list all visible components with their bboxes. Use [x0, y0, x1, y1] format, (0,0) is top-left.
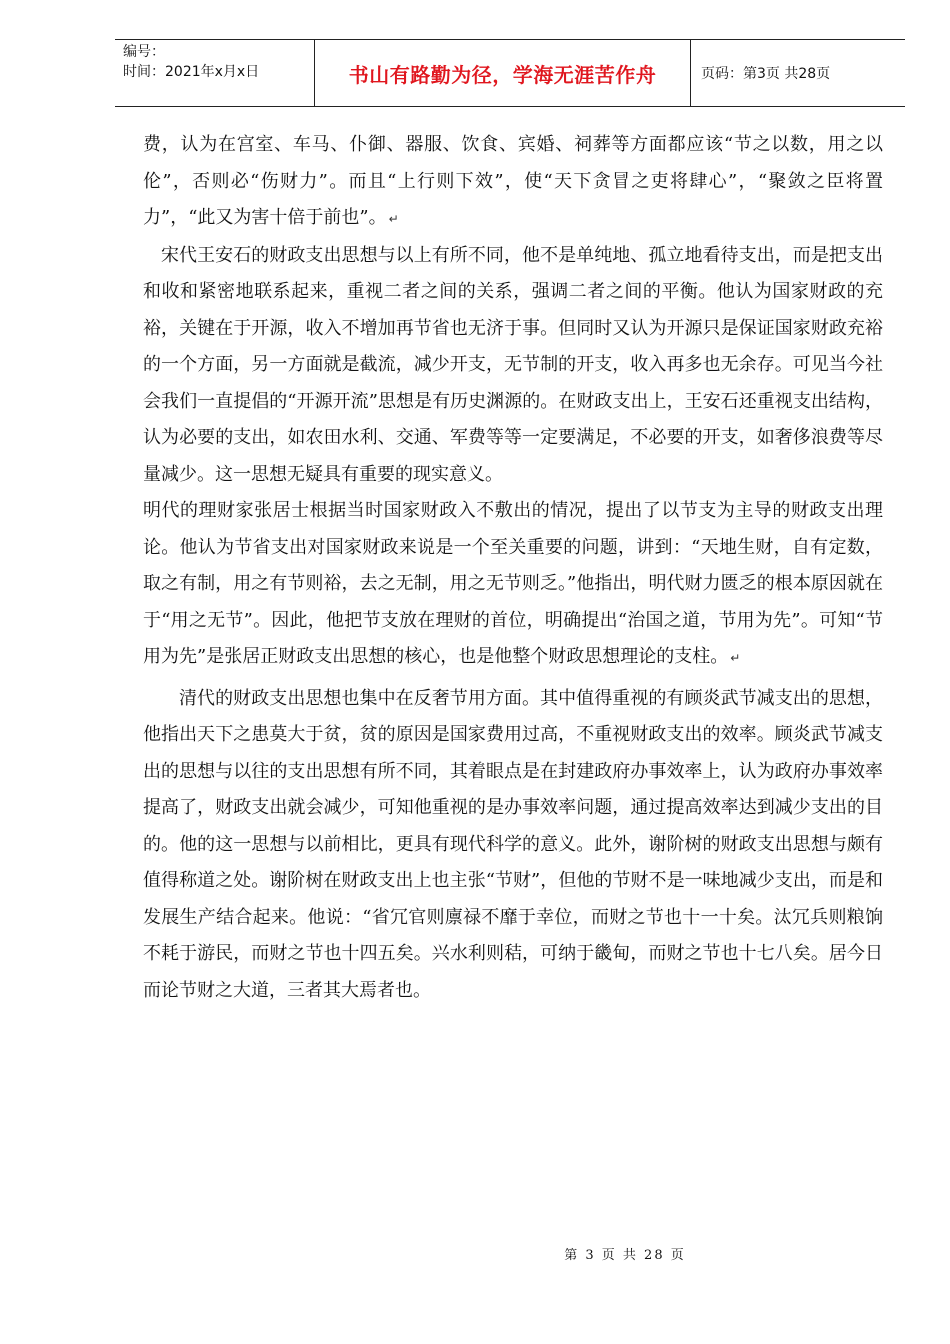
paragraph-ming-dynasty: [143, 493, 883, 677]
document-number-label: 编号：: [123, 44, 165, 60]
header-page-cell: [691, 40, 905, 106]
paragraph-mark-icon: ↵: [730, 651, 741, 665]
paragraph-text: 宋代王安石的财政支出思想与以上有所不同，他不是单纯地、孤立地看待支出，而是把支出和收和紧密地联系起来，重视二者之间的关系，强调二者之间的平衡。他认为国家财政的充裕，关键在于开源，收入不增加再节省也无济于事。但同时又认为开源只是保证国家财政充裕的一个方面，另一方面就是截流，减少开支，无节制的开支，收入再多也无余存。可见当今社会我们一直提倡的“开源开流”思想是有历史渊源的。在财政支出上，王安石还重视支出结构，认为必要的支出，如农田水利、交通、军费等等一定要满足，不必要的开支，如奢侈浪费等尽量减少。这一思想无疑具有重要的现实意义。: [143, 244, 883, 485]
paragraph-text: 清代的财政支出思想也集中在反奢节用方面。其中值得重视的有顾炎武节减支出的思想，他指出天下之患莫大于贫，贫的原因是国家费用过高，不重视财政支出的效率。顾炎武节减支出的思想与以往的支出思想有所不同，其着眼点是在封建政府办事效率上，认为政府办事效率提高了，财政支出就会减少，可知他重视的是办事效率问题，通过提高效率达到减少支出的目的。他的这一思想与以前相比，更具有现代科学的意义。此外，谢阶树的财政支出思想与颇有值得称道之处。谢阶树在财政支出上也主张“节财”，但他的节财不是一味地减少支出，而是和发展生产结合起来。他说：“省冗官则廪禄不靡于幸位，而财之节也十一十矣。汰冗兵则粮饷不耗于游民，而财之节也十四五矣。兴水利则秸，可纳于畿甸，而财之节也十七八矣。居今日而论节财之大道，三者其大焉者也。: [143, 687, 883, 1001]
document-body: [143, 127, 883, 1009]
paragraph-wang-anshi: [143, 238, 883, 494]
header-motto-cell: [315, 40, 691, 106]
paragraph-text: 明代的理财家张居士根据当时国家财政入不敷出的情况，提出了以节支为主导的财政支出理论。他认为节省支出对国家财政来说是一个至关重要的问题，讲到：“天地生财，自有定数，取之有制，用之有节则裕，去之无制，用之无节则乏。”他指出，明代财力匮乏的根本原因就在于“用之无节”。因此，他把节支放在理财的首位，明确提出“治国之道，节用为先”。可知“节用为先”是张居正财政支出思想的核心，也是他整个财政思想理论的支柱。: [143, 500, 883, 667]
page-header: [115, 39, 905, 107]
page-footer: [0, 1244, 950, 1263]
footer-page-number: 第 3 页 共 28 页: [564, 1248, 686, 1263]
header-meta: [115, 40, 315, 106]
header-page-info: 页码：第3页 共28页: [701, 66, 831, 82]
document-time-label: 时间：2021年x月x日: [123, 64, 260, 80]
paragraph-expenses-song: [143, 127, 883, 238]
paragraph-qing-dynasty: [143, 681, 883, 1010]
paragraph-text: 费，认为在宫室、车马、仆御、器服、饮食、宾婚、祠葬等方面都应该“节之以数，用之以伦”，否则必“伤财力”。而且“上行则下效”，使“天下贪冒之吏将肆心”，“聚敛之臣将置力”，“此又为害十倍于前也”。: [143, 134, 883, 228]
header-motto: 书山有路勤为径，学海无涯苦作舟: [348, 62, 657, 87]
paragraph-mark-icon: ↵: [388, 212, 399, 226]
